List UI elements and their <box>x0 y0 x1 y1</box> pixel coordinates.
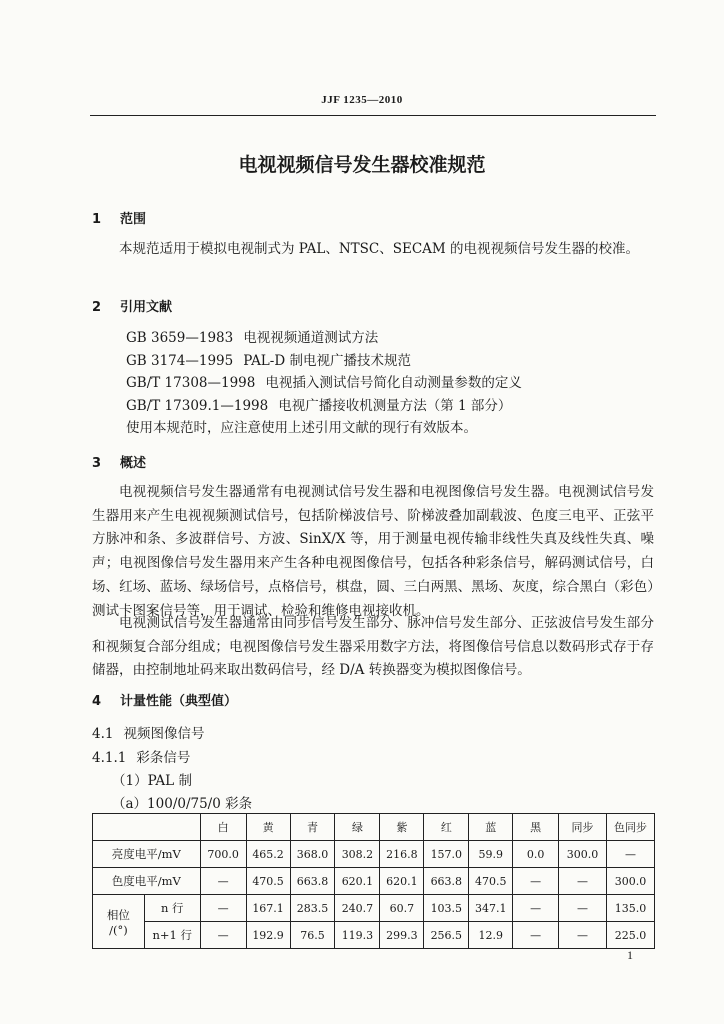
section-title: 引用文献 <box>120 300 173 315</box>
section-1-paragraph: 本规范适用于模拟电视制式为 PAL、NTSC、SECAM 的电视视频信号发生器的校准。 <box>119 241 640 257</box>
section-title: 范围 <box>120 212 147 227</box>
section-number: 2 <box>92 300 102 315</box>
table-cell: 663.8 <box>290 868 335 895</box>
reference-code: GB/T 17309.1—1998 <box>126 397 269 414</box>
header-cell: 色同步 <box>607 814 655 841</box>
phase-label-cell <box>93 895 145 949</box>
section-1-heading <box>92 208 146 227</box>
header-cell: 白 <box>200 814 246 841</box>
phase-label: 相位 <box>106 907 130 922</box>
subsection-title: 彩条信号 <box>136 750 191 766</box>
table-cell: 216.8 <box>380 841 424 868</box>
table-cell: — <box>200 895 246 922</box>
pal-system-label: （1）PAL 制 <box>112 773 192 789</box>
table-cell: — <box>607 841 655 868</box>
table-cell: 700.0 <box>200 841 246 868</box>
reference-note: 使用本规范时，应注意使用上述引用文献的现行有效版本。 <box>126 420 477 436</box>
table-cell: 12.9 <box>469 922 513 949</box>
section-title: 计量性能（典型值） <box>120 694 238 709</box>
standard-code-header: JJF 1235—2010 <box>321 94 403 106</box>
row-label: n+1 行 <box>144 922 200 949</box>
reference-item <box>126 395 522 418</box>
header-cell: 青 <box>290 814 335 841</box>
table-cell: 308.2 <box>335 841 380 868</box>
table-row <box>93 895 655 922</box>
header-cell: 黄 <box>246 814 290 841</box>
table-cell: 0.0 <box>513 841 559 868</box>
reference-code: GB/T 17308—1998 <box>126 375 256 391</box>
table-cell: 240.7 <box>335 895 380 922</box>
reference-code: GB 3659—1983 <box>126 330 234 346</box>
reference-title: 电视广播接收机测量方法（第 1 部分） <box>278 397 512 414</box>
table-cell: 76.5 <box>290 922 335 949</box>
table-corner-cell <box>93 814 201 841</box>
header-cell: 同步 <box>559 814 607 841</box>
page-number: 1 <box>627 948 633 962</box>
table-cell: — <box>513 895 559 922</box>
reference-list <box>126 327 522 440</box>
table-cell: 59.9 <box>469 841 513 868</box>
reference-item <box>126 350 522 373</box>
subsection-number: 4.1.1 <box>92 750 127 766</box>
section-2-heading <box>92 296 172 315</box>
phase-unit: /(°) <box>109 922 128 937</box>
table-cell: 225.0 <box>607 922 655 949</box>
table-cell: 470.5 <box>246 868 290 895</box>
reference-item <box>126 327 522 350</box>
subsection-title: 视频图像信号 <box>123 726 205 742</box>
subsection-4-1-1 <box>92 746 190 766</box>
reference-item <box>126 372 522 395</box>
reference-code: GB 3174—1995 <box>126 352 234 369</box>
reference-title: PAL-D 制电视广播技术规范 <box>243 352 411 369</box>
subsection-number: 4.1 <box>92 726 114 742</box>
table-cell: 119.3 <box>335 922 380 949</box>
table-cell: 167.1 <box>246 895 290 922</box>
color-bar-table <box>92 813 655 949</box>
table-cell: 283.5 <box>290 895 335 922</box>
table-row <box>93 868 655 895</box>
table-cell: 620.1 <box>380 868 424 895</box>
section-3-heading <box>92 452 146 471</box>
table-cell: 470.5 <box>469 868 513 895</box>
document-title: 电视视频信号发生器校准规范 <box>238 154 486 176</box>
section-number: 3 <box>92 456 102 471</box>
table-cell: 256.5 <box>424 922 469 949</box>
header-cell: 蓝 <box>469 814 513 841</box>
table-cell: 299.3 <box>380 922 424 949</box>
section-4-heading <box>92 690 237 709</box>
table-cell: 103.5 <box>424 895 469 922</box>
section-number: 4 <box>92 694 102 709</box>
table-cell: — <box>559 895 607 922</box>
row-label: 亮度电平/mV <box>93 841 201 868</box>
header-rule <box>90 115 656 116</box>
table-cell: 192.9 <box>246 922 290 949</box>
section-3-paragraph-2: 电视测试信号发生器通常由同步信号发生部分、脉冲信号发生部分、正弦波信号发生部分和视频复合部分组成；电视图像信号发生器采用数字方法，将图像信号信息以数码形式存于存储器，由控制地址码来取出数码信号，经 D/A 转换器变为模拟图像信号。 <box>92 615 654 679</box>
table-cell: 465.2 <box>246 841 290 868</box>
table-cell: 300.0 <box>607 868 655 895</box>
row-label: n 行 <box>144 895 200 922</box>
table-cell: 368.0 <box>290 841 335 868</box>
reference-title: 电视视频通道测试方法 <box>243 330 379 346</box>
section-title: 概述 <box>120 456 147 471</box>
table-cell: 620.1 <box>335 868 380 895</box>
table-cell: — <box>559 868 607 895</box>
section-number: 1 <box>92 212 102 227</box>
table-cell: — <box>200 922 246 949</box>
table-cell: 663.8 <box>424 868 469 895</box>
table-header-row <box>93 814 655 841</box>
table-cell: — <box>513 922 559 949</box>
table-cell: — <box>559 922 607 949</box>
row-label: 色度电平/mV <box>93 868 201 895</box>
header-cell: 紫 <box>380 814 424 841</box>
subsection-4-1 <box>92 722 204 742</box>
table-row <box>93 841 655 868</box>
table-row <box>93 922 655 949</box>
header-cell: 绿 <box>335 814 380 841</box>
section-3-paragraph-1: 电视视频信号发生器通常有电视测试信号发生器和电视图像信号发生器。电视测试信号发生器用来产生电视视频测试信号，包括阶梯波信号、阶梯波叠加副载波、色度三电平、正弦平方脉冲和条、多波群信号、方波、SinX/X 等，用于测量电视传输非线性失真及线性失真、噪声；电视图像信号发生器用来产生各种电视图像信号，包括各种彩条信号，解码测试信号，白场、红场、蓝场、绿场信号，点格信号，棋盘，圆、三白两黑、黑场、灰度，综合黑白（彩色）测试卡图案信号等，用于调试、检验和维修电视接收机。 <box>92 484 654 619</box>
header-cell: 红 <box>424 814 469 841</box>
table-cell: — <box>200 868 246 895</box>
reference-title: 电视插入测试信号简化自动测量参数的定义 <box>265 375 522 391</box>
table-cell: 135.0 <box>607 895 655 922</box>
table-cell: 347.1 <box>469 895 513 922</box>
color-bar-label: （a）100/0/75/0 彩条 <box>112 796 253 812</box>
header-cell: 黑 <box>513 814 559 841</box>
table-cell: 60.7 <box>380 895 424 922</box>
table-cell: 300.0 <box>559 841 607 868</box>
table-cell: — <box>513 868 559 895</box>
table-cell: 157.0 <box>424 841 469 868</box>
